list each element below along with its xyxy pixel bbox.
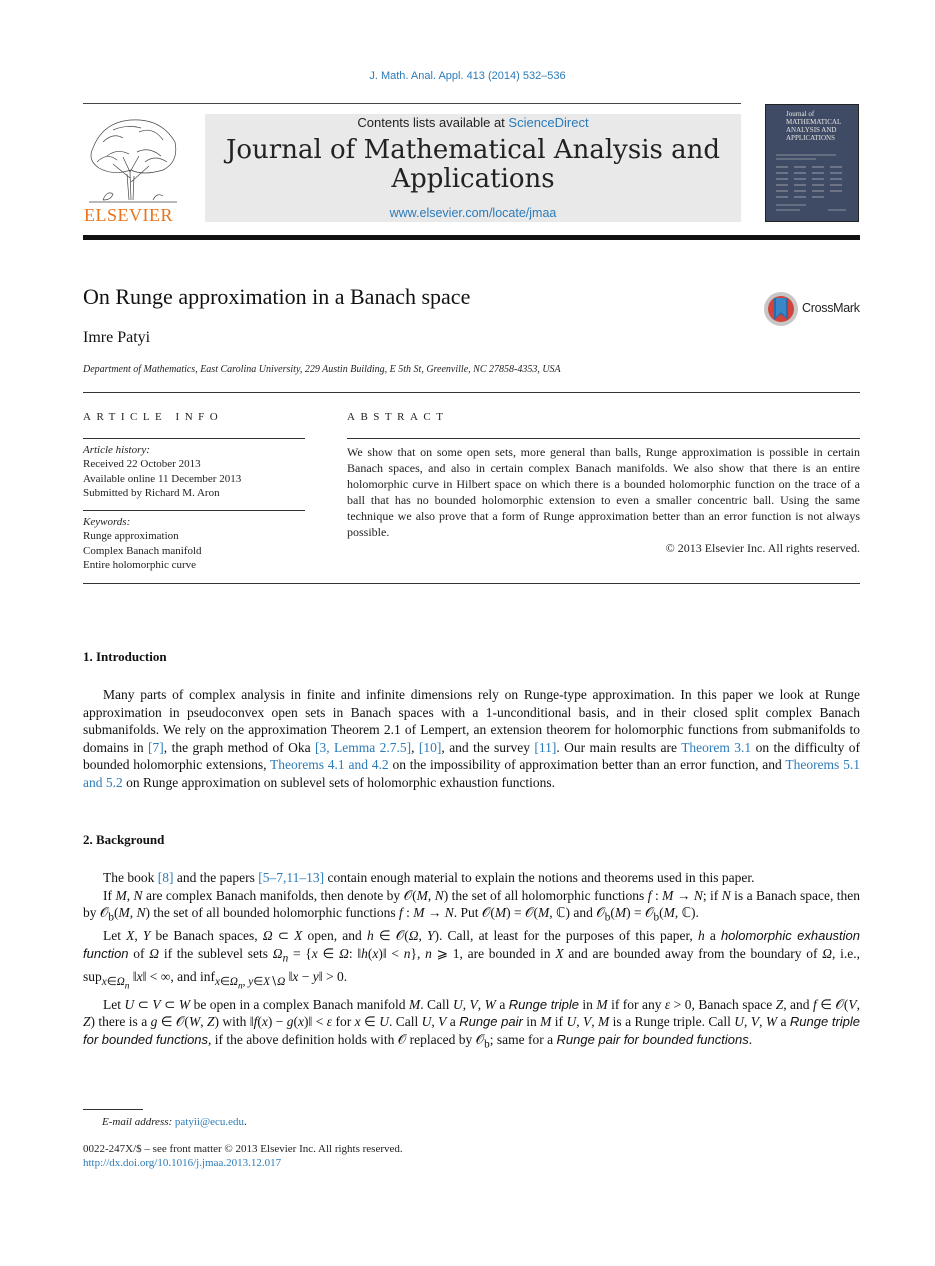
background-body <box>83 869 860 1054</box>
sciencedirect-link[interactable]: ScienceDirect <box>508 115 589 130</box>
doi-link[interactable]: http://dx.doi.org/10.1016/j.jmaa.2013.12.017 <box>83 1157 282 1169</box>
info-divider-mid <box>83 510 305 511</box>
section-1-heading: 1. Introduction <box>83 649 167 664</box>
section-2-heading: 2. Background <box>83 832 165 847</box>
keywords-label: Keywords: <box>83 516 131 528</box>
theorem-link[interactable]: Theorems 5.1 and 5.2 <box>83 757 860 790</box>
journal-title-line2: Applications <box>391 164 555 194</box>
author-email-footnote: E-mail address: patyii@ecu.edu. <box>102 1116 247 1128</box>
crossmark-icon <box>763 290 799 328</box>
info-divider-top <box>83 438 305 439</box>
journal-citation[interactable]: J. Math. Anal. Appl. 413 (2014) 532–536 <box>369 70 566 82</box>
email-label: E-mail address: <box>102 1116 173 1128</box>
ref-link[interactable]: [8] <box>157 870 174 885</box>
elsevier-logo <box>83 112 183 224</box>
abstract-copyright: © 2013 Elsevier Inc. All rights reserved. <box>665 541 860 555</box>
ref-link[interactable]: [11] <box>534 739 557 755</box>
abstract-divider <box>347 438 860 439</box>
theorem-link[interactable]: Theorem 3.1 <box>681 739 752 755</box>
abstract-bottom-rule <box>83 583 860 584</box>
ref-link[interactable]: [3, Lemma 2.7.5] <box>315 739 412 755</box>
intro-paragraph: Many parts of complex analysis in finite and infinite dimensions rely on Runge-type approximation. In this paper we look at Runge approximation in pseudoconvex open sets in Banach spaces with a 1-unconditional basis, and in their closed split complex Banach submanifolds. We rely on the approximation Theorem 2.1 of Lempert, an extension theorem for holomorphic functions from submanifolds to domains in [7], the graph method of Oka [3, Lemma 2.7.5], [10], and the survey [11]. Our main results are Theorem 3.1 on the difficulty of bounded holomorphic extensions, Theorems 4.1 and 4.2 on the impossibility of approximation better than an error function, and Theorems 5.1 and 5.2 on Runge approximation on sublevel sets of holomorphic exhaustion functions. <box>83 687 860 790</box>
keywords-block <box>83 515 305 572</box>
ref-link[interactable]: [5–7,11–13] <box>258 870 325 885</box>
publisher-name: ELSEVIER <box>84 205 173 225</box>
cover-title: Journal of MATHEMATICAL ANALYSIS AND APPLICATIONS <box>786 110 841 142</box>
keyword: Runge approximation <box>83 530 179 543</box>
background-paragraph: If M, N are complex Banach manifolds, then denote by 𝒪(M, N) the set of all holomorphic functions f : M → N; if N is a Banach space, then by 𝒪$_b$(M, N) the set of all bounded holomorphic functions f : M → N. Put 𝒪(M) = 𝒪(M, ℂ) and 𝒪$_b$(M) = 𝒪$_b$(M, ℂ). <box>83 887 861 924</box>
background-paragraph: Let U ⊂ V ⊂ W be open in a complex Banach manifold M. Call U, V, W a Runge triple in M if for any ε > 0, Banach space Z, and f ∈ 𝒪(V, Z) there is a g ∈ 𝒪(W, Z) with ‖f(x) − g(x)‖ < ε for x ∈ U. Call U, V a Runge pair in M if U, V, M is a Runge triple. Call U, V, W a Runge triple for bounded functions, if the above definition holds with 𝒪 replaced by 𝒪$_b$; same for a Runge pair for bounded functions. <box>83 996 861 1051</box>
contents-availability <box>205 115 741 130</box>
ref-link[interactable]: [7] <box>148 739 164 755</box>
journal-masthead <box>205 114 741 222</box>
keyword: Complex Banach manifold <box>83 544 202 557</box>
journal-url[interactable]: www.elsevier.com/locate/jmaa <box>389 206 557 220</box>
introduction-body <box>83 686 860 792</box>
journal-cover-thumbnail[interactable] <box>765 104 859 222</box>
journal-title-line1: Journal of Mathematical Analysis and <box>225 135 721 165</box>
abstract-body <box>347 444 860 556</box>
ref-link[interactable]: [10] <box>418 739 442 755</box>
background-paragraph: Let X, Y be Banach spaces, Ω ⊂ X open, and h ∈ 𝒪(Ω, Y). Call, at least for the purposes of this paper, h a holomorphic exhaustion function of Ω if the sublevel sets $\Omega_n = \{x$ ∈ Ω: ‖h(x)‖ < n}, n ⩾ 1, are bounded in X and are bounded away from the boundary of Ω, i.e., sup$_{x\in\Omega_n}$ ‖x‖ < ∞, and inf$_{x\in\Omega_n, y\in X∖\Omega}$ ‖x − y‖ > 0. <box>83 928 861 992</box>
paper-title: On Runge approximation in a Banach space <box>83 284 471 309</box>
background-paragraph: The book [8] and the papers [5–7,11–13] contain enough material to explain the notions and theorems used in this paper. <box>103 870 755 885</box>
article-history <box>83 443 305 500</box>
crossmark-badge[interactable] <box>763 290 860 328</box>
footnote-rule <box>83 1109 143 1110</box>
header-thick-rule <box>83 235 860 240</box>
journal-title <box>205 136 741 194</box>
header-rule <box>83 103 741 104</box>
author-email-link[interactable]: patyii@ecu.edu <box>174 1116 244 1128</box>
history-label: Article history: <box>83 444 150 456</box>
author-affiliation: Department of Mathematics, East Carolina University, 229 Austin Building, E 5th St, Greenville, NC 27858-4353, USA <box>83 364 561 375</box>
abstract-text: We show that on some open sets, more general than balls, Runge approximation is possible in certain Banach spaces, and also in certain complex Banach manifolds. We also show that there is an entire holomorphic curve in Hilbert space on which there is a bounded holomorphic function on the trace of a ball that has no bounded holomorphic extension to even a smaller concentric ball. Using the same technique we also prove that a form of Runge approximation better than an error function is not always possible. <box>347 445 860 539</box>
received-date: Received 22 October 2013 <box>83 458 201 471</box>
title-divider <box>83 392 860 393</box>
crossmark-label: CrossMark <box>802 301 860 315</box>
cover-pattern-icon <box>766 149 858 219</box>
keyword: Entire holomorphic curve <box>83 558 197 571</box>
contents-prefix: Contents lists available at <box>357 115 509 130</box>
online-date: Available online 11 December 2013 <box>83 472 242 485</box>
author-name: Imre Patyi <box>83 329 151 346</box>
issn-line: 0022-247X/$ – see front matter © 2013 Elsevier Inc. All rights reserved. <box>83 1143 403 1155</box>
submitted-by: Submitted by Richard M. Aron <box>83 486 220 499</box>
theorem-link[interactable]: Theorems 4.1 and 4.2 <box>270 757 389 773</box>
abstract-heading: ABSTRACT <box>347 411 449 423</box>
article-info-heading: ARTICLE INFO <box>83 411 224 423</box>
